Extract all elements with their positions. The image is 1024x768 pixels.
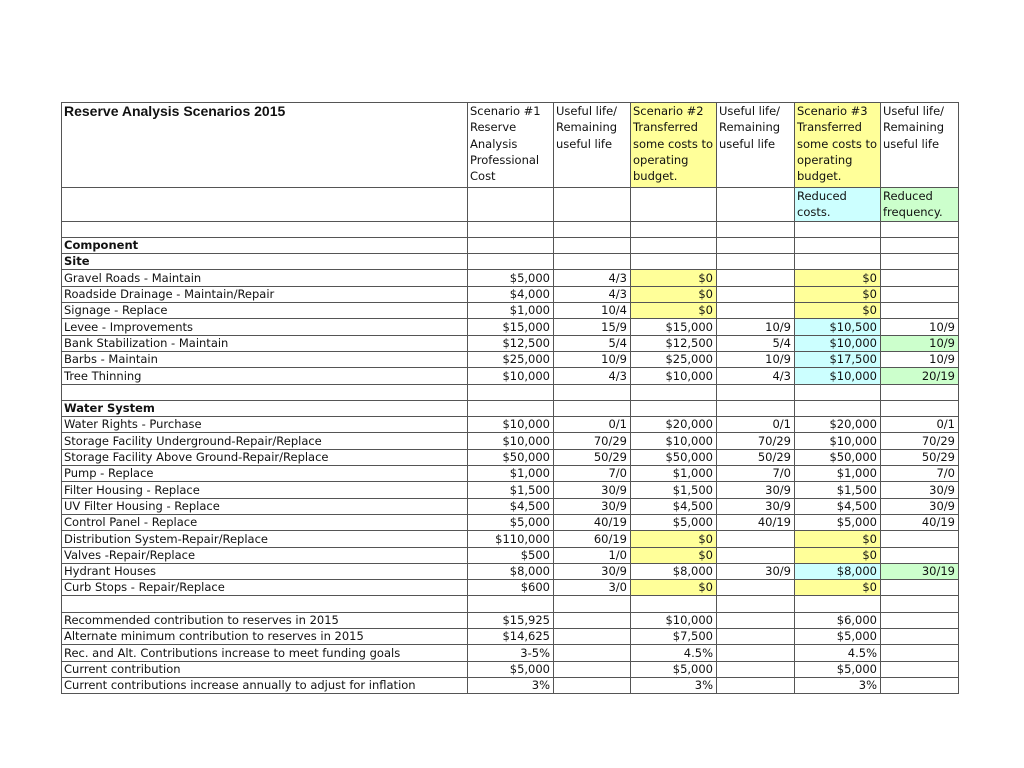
scenario-3-life: [881, 303, 959, 319]
scenario-2-cost: $12,500: [631, 335, 717, 351]
empty-cell: [468, 400, 554, 416]
scenario-1-life: 0/1: [554, 417, 631, 433]
empty-cell: [631, 384, 717, 400]
scenario-1-life: 4/3: [554, 286, 631, 302]
table-row: [62, 645, 959, 661]
scenario-3-cost: $0: [795, 303, 881, 319]
scenario-2-life: 30/9: [717, 498, 795, 514]
spacer-row: [62, 384, 959, 400]
scenario-3-life: [881, 531, 959, 547]
table-row: [62, 270, 959, 286]
scenario-3-cost: $0: [795, 580, 881, 596]
scenario-1-cost: $50,000: [468, 449, 554, 465]
scenario-2-cost: $0: [631, 270, 717, 286]
empty-cell: [631, 400, 717, 416]
table-row: [62, 514, 959, 530]
component-name: UV Filter Housing - Replace: [62, 498, 468, 514]
empty-cell: [795, 400, 881, 416]
component-name: Tree Thinning: [62, 368, 468, 384]
scenario-3-life: 40/19: [881, 514, 959, 530]
scenario-3-cost: $5,000: [795, 661, 881, 677]
spacer-row: [62, 221, 959, 237]
table-row: [62, 351, 959, 367]
scenario-2-life: 5/4: [717, 335, 795, 351]
scenario-2-cost: $0: [631, 547, 717, 563]
scenario-1-life: [554, 612, 631, 628]
scenario-3-life: [881, 547, 959, 563]
scenario-3-cost: $10,500: [795, 319, 881, 335]
empty-cell: [881, 596, 959, 612]
component-name: Pump - Replace: [62, 466, 468, 482]
scenario-2-life: 30/9: [717, 482, 795, 498]
scenario-3-cost: $6,000: [795, 612, 881, 628]
empty-cell: [62, 221, 468, 237]
scenario-3-life: [881, 661, 959, 677]
scenario-2-life: [717, 612, 795, 628]
empty-cell: [881, 254, 959, 270]
scenario-2-life: 40/19: [717, 514, 795, 530]
component-name: Signage - Replace: [62, 303, 468, 319]
scenario-3-life: 10/9: [881, 351, 959, 367]
scenario-1-cost: $4,000: [468, 286, 554, 302]
empty-cell: [468, 596, 554, 612]
table-row: [62, 449, 959, 465]
scenario-3-cost: $5,000: [795, 514, 881, 530]
empty-cell: [468, 221, 554, 237]
scenario-3-life: [881, 645, 959, 661]
scenario-1-cost: $600: [468, 580, 554, 596]
scenario-1-life: 30/9: [554, 498, 631, 514]
empty-cell: [881, 400, 959, 416]
table-row: [62, 303, 959, 319]
empty-cell: [717, 221, 795, 237]
scenario-1-life: 30/9: [554, 482, 631, 498]
component-name: Rec. and Alt. Contributions increase to meet funding goals: [62, 645, 468, 661]
scenario-3-life: 20/19: [881, 368, 959, 384]
scenario-3-life: [881, 677, 959, 693]
empty-cell: [717, 596, 795, 612]
scenario-3-cost: 3%: [795, 677, 881, 693]
header-useful-life-1: Useful life/ Remaining useful life: [554, 103, 631, 188]
scenario-3-life: 30/9: [881, 482, 959, 498]
empty-cell: [795, 221, 881, 237]
empty-cell: [554, 221, 631, 237]
scenario-3-life: [881, 580, 959, 596]
table-row: [62, 629, 959, 645]
scenario-3-cost: $10,000: [795, 368, 881, 384]
scenario-1-cost: 3%: [468, 677, 554, 693]
component-name: Roadside Drainage - Maintain/Repair: [62, 286, 468, 302]
empty-cell: [554, 237, 631, 253]
scenario-1-cost: 3-5%: [468, 645, 554, 661]
component-name: Control Panel - Replace: [62, 514, 468, 530]
scenario-1-life: 10/9: [554, 351, 631, 367]
table-row: [62, 319, 959, 335]
scenario-1-cost: $1,000: [468, 466, 554, 482]
scenario-1-life: 4/3: [554, 270, 631, 286]
scenario-1-life: 7/0: [554, 466, 631, 482]
table-row: [62, 531, 959, 547]
scenario-3-cost: $0: [795, 531, 881, 547]
scenario-2-life: [717, 303, 795, 319]
scenario-2-life: 30/9: [717, 563, 795, 579]
empty-cell: [631, 596, 717, 612]
reserve-analysis-table: [61, 102, 959, 694]
scenario-2-cost: $8,000: [631, 563, 717, 579]
scenario-1-cost: $15,925: [468, 612, 554, 628]
scenario-2-life: 7/0: [717, 466, 795, 482]
spacer-row: [62, 596, 959, 612]
scenario-3-cost: $10,000: [795, 433, 881, 449]
scenario-1-life: [554, 661, 631, 677]
component-name: Hydrant Houses: [62, 563, 468, 579]
empty-cell: [717, 237, 795, 253]
component-name: Valves -Repair/Replace: [62, 547, 468, 563]
scenario-1-life: 3/0: [554, 580, 631, 596]
scenario-1-life: 10/4: [554, 303, 631, 319]
empty-cell: [554, 254, 631, 270]
scenario-3-life: [881, 286, 959, 302]
scenario-3-life: [881, 612, 959, 628]
component-name: Barbs - Maintain: [62, 351, 468, 367]
scenario-1-cost: $25,000: [468, 351, 554, 367]
scenario-1-cost: $14,625: [468, 629, 554, 645]
table-row: [62, 433, 959, 449]
empty-cell: [795, 254, 881, 270]
header-scenario-2: Scenario #2 Transferred some costs to operating budget.: [631, 103, 717, 188]
empty-cell: [554, 596, 631, 612]
scenario-3-cost: $50,000: [795, 449, 881, 465]
reduced-costs-note: Reduced costs.: [795, 188, 881, 222]
scenario-1-cost: $5,000: [468, 661, 554, 677]
empty-cell: [717, 188, 795, 222]
scenario-2-life: [717, 661, 795, 677]
scenario-1-life: 4/3: [554, 368, 631, 384]
scenario-2-cost: $1,000: [631, 466, 717, 482]
scenario-3-life: [881, 270, 959, 286]
component-name: Curb Stops - Repair/Replace: [62, 580, 468, 596]
scenario-2-cost: $5,000: [631, 661, 717, 677]
scenario-2-cost: $20,000: [631, 417, 717, 433]
reduced-frequency-note: Reduced frequency.: [881, 188, 959, 222]
scenario-2-life: [717, 629, 795, 645]
scenario-3-life: 50/29: [881, 449, 959, 465]
scenario-2-cost: $0: [631, 580, 717, 596]
scenario-2-life: 70/29: [717, 433, 795, 449]
scenario-2-life: [717, 531, 795, 547]
scenario-3-cost: $4,500: [795, 498, 881, 514]
empty-cell: [468, 188, 554, 222]
scenario-2-cost: $7,500: [631, 629, 717, 645]
scenario-2-life: [717, 286, 795, 302]
component-name: Current contributions increase annually to adjust for inflation: [62, 677, 468, 693]
table-row: [62, 612, 959, 628]
scenario-1-life: 70/29: [554, 433, 631, 449]
scenario-1-cost: $1,500: [468, 482, 554, 498]
scenario-1-cost: $500: [468, 547, 554, 563]
table-row: [62, 677, 959, 693]
empty-cell: [795, 384, 881, 400]
scenario-3-cost: $8,000: [795, 563, 881, 579]
scenario-3-cost: $17,500: [795, 351, 881, 367]
scenario-3-cost: $0: [795, 286, 881, 302]
empty-cell: [631, 221, 717, 237]
component-name: Storage Facility Above Ground-Repair/Replace: [62, 449, 468, 465]
scenario-2-cost: 4.5%: [631, 645, 717, 661]
sheet-title: Reserve Analysis Scenarios 2015: [62, 103, 468, 188]
scenario-2-life: 50/29: [717, 449, 795, 465]
scenario-1-cost: $10,000: [468, 433, 554, 449]
scenario-1-life: 40/19: [554, 514, 631, 530]
scenario-2-life: 0/1: [717, 417, 795, 433]
scenario-1-cost: $10,000: [468, 368, 554, 384]
table-row: [62, 563, 959, 579]
scenario-1-life: 50/29: [554, 449, 631, 465]
table-row: [62, 482, 959, 498]
header-row: [62, 103, 959, 188]
scenario-2-life: [717, 547, 795, 563]
empty-cell: [62, 384, 468, 400]
component-label: Component: [62, 237, 468, 253]
scenario-2-cost: $15,000: [631, 319, 717, 335]
scenario-3-life: 10/9: [881, 335, 959, 351]
scenario-3-life: 30/19: [881, 563, 959, 579]
scenario-1-cost: $15,000: [468, 319, 554, 335]
empty-cell: [881, 237, 959, 253]
scenario-3-life: [881, 629, 959, 645]
scenario-1-life: 1/0: [554, 547, 631, 563]
scenario-2-life: [717, 270, 795, 286]
empty-cell: [554, 400, 631, 416]
empty-cell: [62, 596, 468, 612]
scenario-3-life: 70/29: [881, 433, 959, 449]
scenario-1-life: [554, 645, 631, 661]
empty-cell: [62, 188, 468, 222]
empty-cell: [554, 188, 631, 222]
subheader-row: [62, 188, 959, 222]
header-useful-life-3: Useful life/ Remaining useful life: [881, 103, 959, 188]
table-row: [62, 417, 959, 433]
scenario-3-cost: $1,000: [795, 466, 881, 482]
header-useful-life-2: Useful life/ Remaining useful life: [717, 103, 795, 188]
table-row: [62, 547, 959, 563]
scenario-3-life: 10/9: [881, 319, 959, 335]
scenario-2-cost: $50,000: [631, 449, 717, 465]
table-row: [62, 286, 959, 302]
empty-cell: [795, 237, 881, 253]
component-name: Storage Facility Underground-Repair/Replace: [62, 433, 468, 449]
component-name: Alternate minimum contribution to reserves in 2015: [62, 629, 468, 645]
water-section-label-row: [62, 400, 959, 416]
empty-cell: [881, 384, 959, 400]
component-name: Bank Stabilization - Maintain: [62, 335, 468, 351]
table-row: [62, 466, 959, 482]
scenario-1-life: [554, 677, 631, 693]
table-row: [62, 580, 959, 596]
component-label-row: [62, 237, 959, 253]
scenario-1-cost: $4,500: [468, 498, 554, 514]
scenario-1-life: 30/9: [554, 563, 631, 579]
scenario-1-life: 60/19: [554, 531, 631, 547]
empty-cell: [468, 254, 554, 270]
empty-cell: [631, 254, 717, 270]
scenario-2-cost: $1,500: [631, 482, 717, 498]
scenario-3-life: 7/0: [881, 466, 959, 482]
table-row: [62, 368, 959, 384]
scenario-2-cost: $0: [631, 531, 717, 547]
scenario-1-cost: $10,000: [468, 417, 554, 433]
component-name: Recommended contribution to reserves in 2015: [62, 612, 468, 628]
scenario-2-life: 10/9: [717, 351, 795, 367]
scenario-2-life: [717, 677, 795, 693]
scenario-3-life: 0/1: [881, 417, 959, 433]
scenario-3-cost: $1,500: [795, 482, 881, 498]
scenario-3-cost: $10,000: [795, 335, 881, 351]
table-row: [62, 335, 959, 351]
scenario-1-cost: $12,500: [468, 335, 554, 351]
table-row: [62, 498, 959, 514]
scenario-2-cost: $10,000: [631, 612, 717, 628]
scenario-1-life: 15/9: [554, 319, 631, 335]
scenario-1-life: [554, 629, 631, 645]
table-row: [62, 661, 959, 677]
site-section-label: Site: [62, 254, 468, 270]
empty-cell: [468, 384, 554, 400]
empty-cell: [881, 221, 959, 237]
component-name: Filter Housing - Replace: [62, 482, 468, 498]
empty-cell: [631, 237, 717, 253]
scenario-1-cost: $1,000: [468, 303, 554, 319]
scenario-2-life: [717, 645, 795, 661]
water-section-label: Water System: [62, 400, 468, 416]
empty-cell: [631, 188, 717, 222]
component-name: Distribution System-Repair/Replace: [62, 531, 468, 547]
scenario-1-cost: $110,000: [468, 531, 554, 547]
scenario-2-cost: $5,000: [631, 514, 717, 530]
header-scenario-1: Scenario #1 Reserve Analysis Professional Cost: [468, 103, 554, 188]
scenario-3-cost: $0: [795, 270, 881, 286]
scenario-3-life: 30/9: [881, 498, 959, 514]
scenario-2-cost: $4,500: [631, 498, 717, 514]
scenario-2-cost: $10,000: [631, 433, 717, 449]
scenario-2-cost: $0: [631, 286, 717, 302]
component-name: Levee - Improvements: [62, 319, 468, 335]
empty-cell: [717, 384, 795, 400]
scenario-2-cost: $10,000: [631, 368, 717, 384]
scenario-2-cost: $0: [631, 303, 717, 319]
scenario-2-life: [717, 580, 795, 596]
header-scenario-3: Scenario #3 Transferred some costs to operating budget.: [795, 103, 881, 188]
scenario-2-life: 10/9: [717, 319, 795, 335]
empty-cell: [717, 254, 795, 270]
scenario-3-cost: $5,000: [795, 629, 881, 645]
scenario-2-cost: 3%: [631, 677, 717, 693]
empty-cell: [717, 400, 795, 416]
scenario-2-life: 4/3: [717, 368, 795, 384]
component-name: Current contribution: [62, 661, 468, 677]
scenario-1-cost: $5,000: [468, 514, 554, 530]
scenario-3-cost: $20,000: [795, 417, 881, 433]
scenario-1-cost: $8,000: [468, 563, 554, 579]
component-name: Water Rights - Purchase: [62, 417, 468, 433]
scenario-1-life: 5/4: [554, 335, 631, 351]
empty-cell: [554, 384, 631, 400]
scenario-1-cost: $5,000: [468, 270, 554, 286]
component-name: Gravel Roads - Maintain: [62, 270, 468, 286]
scenario-2-cost: $25,000: [631, 351, 717, 367]
scenario-3-cost: $0: [795, 547, 881, 563]
site-section-label-row: [62, 254, 959, 270]
scenario-3-cost: 4.5%: [795, 645, 881, 661]
empty-cell: [795, 596, 881, 612]
empty-cell: [468, 237, 554, 253]
